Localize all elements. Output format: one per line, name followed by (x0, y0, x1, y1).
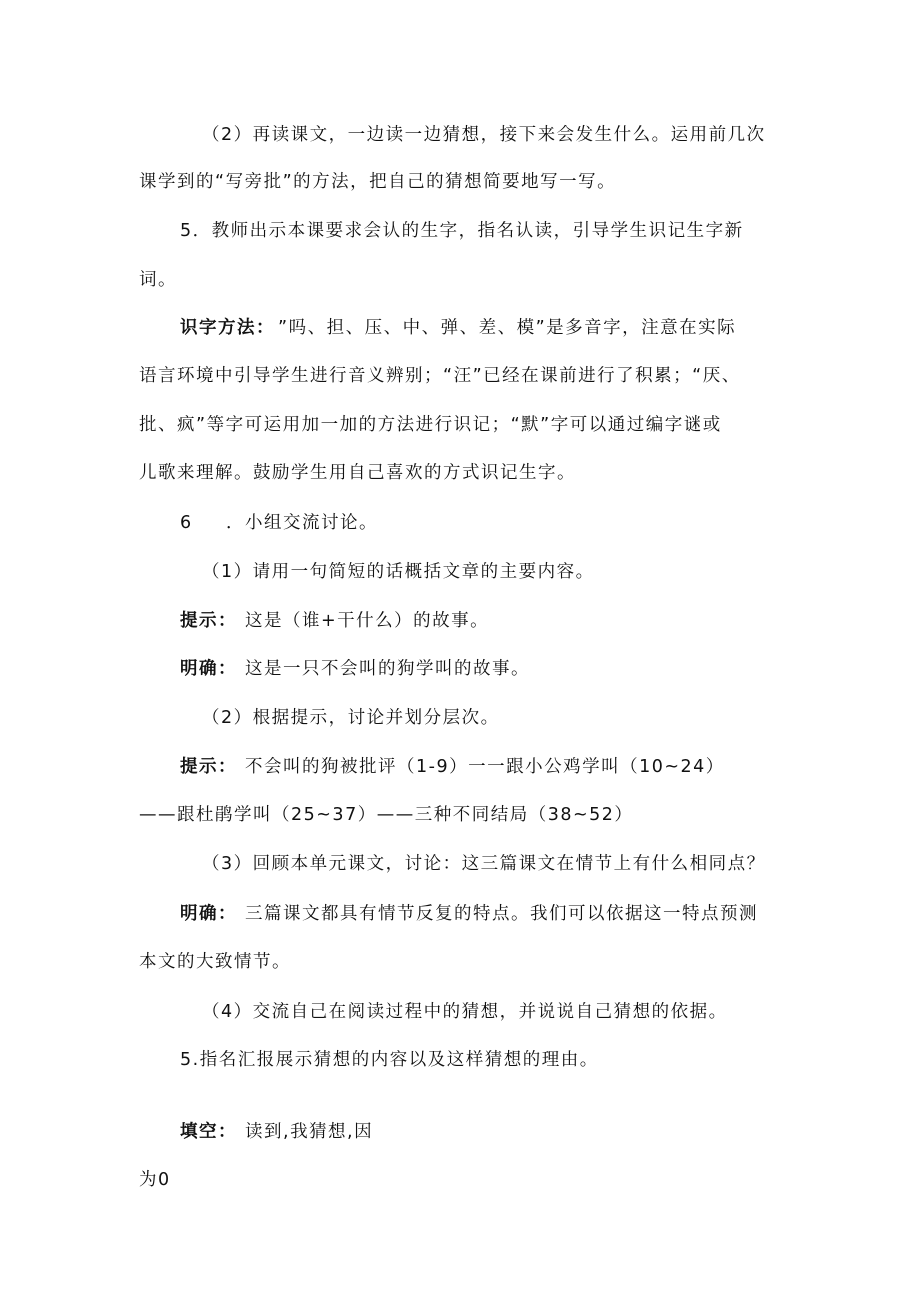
item-number: 6 (180, 513, 193, 533)
paragraph-line: 儿歌来理解。鼓励学生用自己喜欢的方式识记生字。 (139, 463, 576, 483)
paragraph-line: （2）根据提示，讨论并划分层次。 (202, 708, 500, 728)
paragraph-line: 词。 (139, 270, 177, 290)
paragraph-line: （2）再读课文，一边读一边猜想，接下来会发生什么。运用前几次 (202, 125, 766, 145)
paragraph-line: 批、疯”等字可运用加一加的方法进行识记；“默”字可以通过编字谜或 (139, 415, 722, 435)
paragraph-line: （1）请用一句简短的话概括文章的主要内容。 (202, 562, 595, 582)
paragraph-line: 为0 (139, 1170, 171, 1190)
paragraph-line: 课学到的“写旁批”的方法，把自己的猜想简要地写一写。 (139, 172, 617, 192)
paragraph-line: 这是一只不会叫的狗学叫的故事。 (245, 659, 530, 679)
paragraph-line: 三篇课文都具有情节反复的特点。我们可以依据这一特点预测 (245, 904, 758, 924)
paragraph-line: （3）回顾本单元课文，讨论：这三篇课文在情节上有什么相同点？ (202, 854, 766, 874)
label-hint: 提示： (180, 757, 237, 777)
paragraph-line: 5．教师出示本课要求会认的生字，指名认读，引导学生识记生字新 (180, 221, 744, 241)
label-fill-blank: 填空： (180, 1122, 237, 1142)
paragraph-line: 这是（谁+干什么）的故事。 (245, 611, 490, 631)
paragraph-line: 读到,我猜想,因 (245, 1122, 374, 1142)
paragraph-line: ——跟杜鹃学叫（25~37）——三种不同结局（38~52） (139, 805, 634, 825)
label-method: 识字方法： (180, 318, 275, 338)
paragraph-line: 本文的大致情节。 (139, 952, 291, 972)
paragraph-line: 语言环境中引导学生进行音义辨别；“汪”已经在课前进行了积累；“厌、 (139, 366, 741, 386)
paragraph-line: ”吗、担、压、中、弹、差、模”是多音字，注意在实际 (278, 318, 737, 338)
label-hint: 提示： (180, 611, 237, 631)
paragraph-line: （4）交流自己在阅读过程中的猜想，并说说自己猜想的依据。 (202, 1002, 728, 1022)
paragraph-line: 5.指名汇报展示猜想的内容以及这样猜想的理由。 (180, 1050, 599, 1070)
paragraph-line: ．小组交流讨论。 (226, 513, 378, 533)
label-clarify: 明确： (180, 904, 237, 924)
paragraph-line: 不会叫的狗被批评（1-9）一一跟小公鸡学叫（10~24） (245, 757, 725, 777)
label-clarify: 明确： (180, 659, 237, 679)
